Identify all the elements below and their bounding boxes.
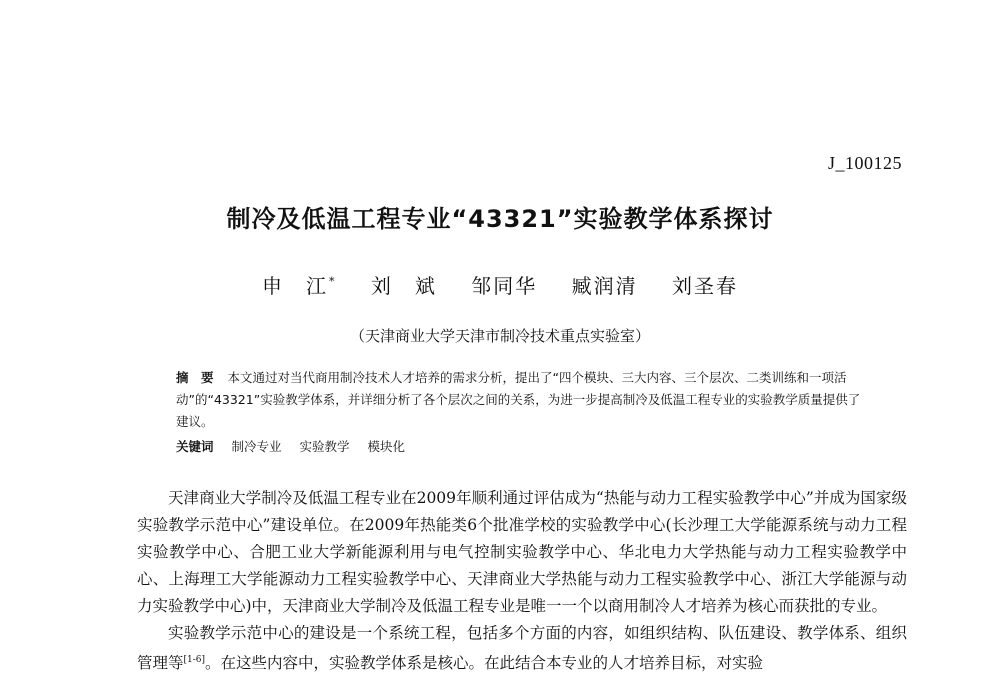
author-mark: * bbox=[329, 275, 337, 289]
author bbox=[572, 270, 638, 299]
citation-ref: [1-6] bbox=[183, 655, 206, 665]
author-list bbox=[0, 270, 1000, 299]
abstract bbox=[176, 367, 872, 433]
keyword: 实验教学 bbox=[299, 439, 350, 454]
keyword: 制冷专业 bbox=[231, 439, 282, 454]
keyword: 模块化 bbox=[367, 439, 406, 454]
keywords-label: 关键词 bbox=[176, 439, 214, 454]
author-name: 臧润清 bbox=[571, 274, 638, 298]
author bbox=[262, 270, 337, 299]
paper-title: 制冷及低温工程专业“43321”实验教学体系探讨 bbox=[226, 205, 774, 233]
body-text bbox=[137, 485, 907, 677]
author bbox=[471, 270, 537, 299]
keywords bbox=[176, 437, 419, 455]
paragraph: 天津商业大学制冷及低温工程专业在2009年顺利通过评估成为“热能与动力工程实验教学中心”并成为国家级实验教学示范中心”建设单位。在2009年热能类6个批准学校的实验教学中心(长沙理工大学能源系统与动力工程实验教学中心、合肥工业大学新能源利用与电气控制实验教学中心、华北电力大学热能与动力工程实验教学中心、上海理工大学能源动力工程实验教学中心、天津商业大学热能与动力工程实验教学中心、浙江大学能源与动力实验教学中心)中，天津商业大学制冷及低温工程专业是唯一一个以商用制冷人才培养为核心而获批的专业。 bbox=[137, 489, 907, 615]
author-name: 邹同华 bbox=[471, 274, 538, 298]
paragraph bbox=[137, 620, 907, 677]
author-name: 申 江 bbox=[262, 274, 329, 298]
affiliation: （天津商业大学天津市制冷技术重点实验室） bbox=[349, 327, 650, 345]
abstract-label: 摘 要 bbox=[176, 370, 214, 385]
paragraph-text: 。在这些内容中，实验教学体系是核心。在此结合本专业的人才培养目标，对实验 bbox=[205, 654, 764, 673]
author-name: 刘 斌 bbox=[370, 274, 437, 298]
author bbox=[371, 270, 437, 299]
abstract-text: 本文通过对当代商用制冷技术人才培养的需求分析，提出了“四个模块、三大内容、三个层次、二类训练和一项活动”的“43321”实验教学体系，并详细分析了各个层次之间的关系，为进一步提高制冷及低温工程专业的实验教学质量提供了建议。 bbox=[176, 370, 861, 429]
document-id: J_100125 bbox=[827, 153, 902, 173]
paragraph-text: 实验教学示范中心的建设是一个系统工程，包括多个方面的内容，如组织结构、队伍建设、教学体系、组织管理等 bbox=[137, 624, 907, 673]
author-name: 刘圣春 bbox=[671, 274, 738, 298]
author bbox=[672, 270, 738, 299]
